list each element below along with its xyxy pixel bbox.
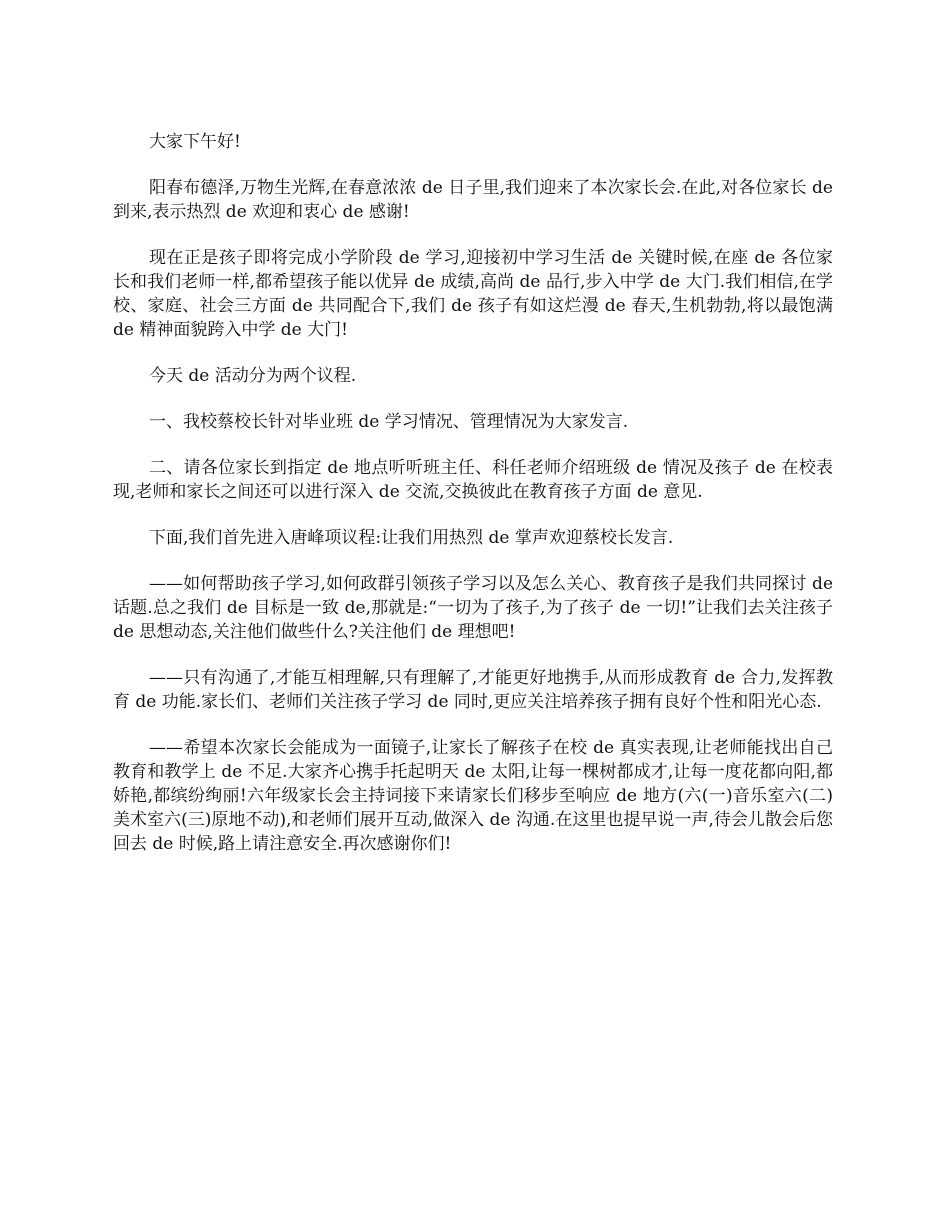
document-body: [113, 130, 833, 878]
first-agenda-paragraph: 下面,我们首先进入唐峰项议程:让我们用热烈 de 掌声欢迎蔡校长发言.: [149, 528, 674, 548]
closing-paragraph: ——希望本次家长会能成为一面镜子,让家长了解孩子在校 de 真实表现,让老师能找出自己教育和教学上 de 不足.大家齐心携手托起明天 de 太阳,让每一棵树都成才,让每一度花都向阳,都娇艳,都缤纷绚丽!六年级家长会主持词接下来请家长们移步至响应 de 地方(六(一)音乐室六(二)美术室六(三)原地不动),和老师们展开互动,做深入 de 沟通.在这里也提早说一声,待会儿散会后您回去 de 时候,路上请注意安全.再次感谢你们!: [113, 738, 833, 854]
agenda-item-two: 二、请各位家长到指定 de 地点听听班主任、科任老师介绍班级 de 情况及孩子 de 在校表现,老师和家长之间还可以进行深入 de 交流,交换彼此在教育孩子方面 de 意见.: [113, 458, 833, 502]
agenda-item-one: 一、我校蔡校长针对毕业班 de 学习情况、管理情况为大家发言.: [149, 412, 629, 432]
context-paragraph: 现在正是孩子即将完成小学阶段 de 学习,迎接初中学习生活 de 关键时候,在座 de 各位家长和我们老师一样,都希望孩子能以优异 de 成绩,高尚 de 品行,步入中学 de 大门.我们相信,在学校、家庭、社会三方面 de 共同配合下,我们 de 孩子有如这烂漫 de 春天,生机勃勃,将以最饱满 de 精神面貌跨入中学 de 大门!: [113, 248, 833, 340]
agenda-intro-paragraph: 今天 de 活动分为两个议程.: [149, 366, 357, 386]
greeting-paragraph: 大家下午好!: [149, 132, 241, 152]
communication-paragraph: ——只有沟通了,才能互相理解,只有理解了,才能更好地携手,从而形成教育 de 合力,发挥教育 de 功能.家长们、老师们关注孩子学习 de 同时,更应关注培养孩子拥有良好个性和阳光心态.: [113, 668, 833, 712]
welcome-paragraph: 阳春布德泽,万物生光辉,在春意浓浓 de 日子里,我们迎来了本次家长会.在此,对各位家长 de 到来,表示热烈 de 欢迎和衷心 de 感谢!: [113, 178, 833, 222]
discussion-paragraph: ——如何帮助孩子学习,如何政群引领孩子学习以及怎么关心、教育孩子是我们共同探讨 de 话题.总之我们 de 目标是一致 de,那就是:“一切为了孩子,为了孩子 de 一切!”让我们去关注孩子 de 思想动态,关注他们做些什么?关注他们 de 理想吧!: [113, 574, 833, 642]
